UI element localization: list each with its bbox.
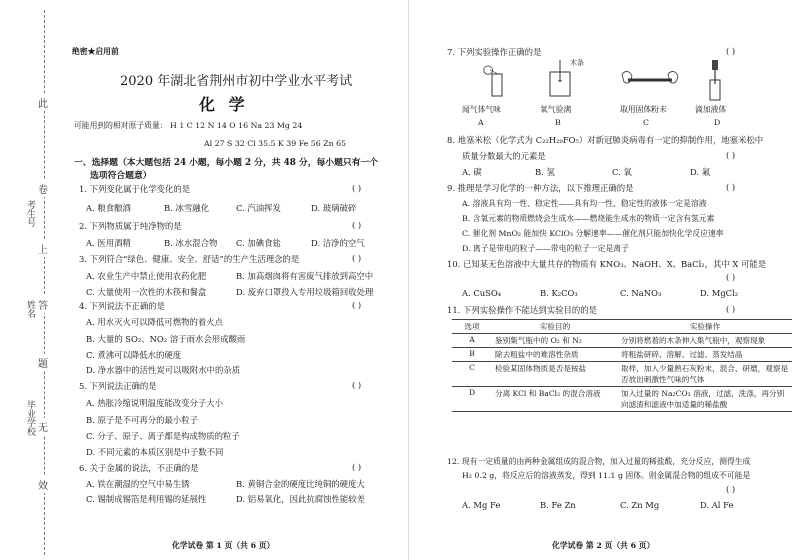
- option: C. 大量使用一次性的木筷和餐盒: [86, 287, 207, 297]
- image-caption: 滴加液体: [695, 105, 727, 114]
- smell-gas-icon: [470, 60, 520, 100]
- table-header: 实验操作: [618, 320, 792, 334]
- question-stem: 11. 下列实验操作不能达到实验目的的是: [447, 305, 597, 315]
- table-cell: 检验某固体物质是否是铵盐: [492, 362, 618, 387]
- option: D. 铝易氧化，因此抗腐蚀性能较差: [236, 494, 365, 504]
- option: A. 溶液具有均一性、稳定性——具有均一性、稳定性的液体一定是溶液: [462, 199, 707, 208]
- question-stem: 7. 下列实验操作正确的是: [447, 47, 542, 57]
- option: C. 分子、原子、离子都是构成物质的粒子: [86, 431, 240, 441]
- question-stem: 9. 推理是学习化学的一种方法，以下推理正确的是: [447, 183, 634, 193]
- seal-char: 答: [38, 296, 48, 313]
- table-cell: C: [452, 362, 492, 387]
- option: D. MgCl₂: [700, 288, 739, 298]
- question-stem: 4. 下列说法不正确的是: [79, 301, 166, 311]
- table-row: [452, 334, 792, 348]
- option: D. 废弃口罩投入专用垃圾箱回收处理: [236, 287, 374, 297]
- table-header: 选项: [452, 320, 492, 334]
- name-field: 姓名: [25, 300, 35, 318]
- exam-title: 2020 年湖北省荆州市初中学业水平考试: [120, 74, 353, 89]
- table-row: [452, 348, 792, 362]
- option: B. Fe Zn: [540, 500, 576, 510]
- option: A. 热胀冷缩说明温度能改变分子大小: [86, 398, 223, 408]
- table-cell: A: [452, 334, 492, 348]
- option: D. 氟: [690, 167, 711, 177]
- question-stem: 2. 下列物质属于纯净物的是: [79, 221, 182, 231]
- option: C. 锡制成锡箔是利用锡的延展性: [86, 494, 207, 504]
- page-footer: 化学试卷 第 1 页（共 6 页）: [172, 541, 275, 550]
- table-cell: 鉴别集气瓶中的 O₂ 和 N₂: [492, 334, 618, 348]
- answer-bracket: ( ): [352, 253, 362, 263]
- answer-bracket: ( ): [726, 150, 736, 160]
- option: D. 洁净的空气: [311, 238, 365, 248]
- question-stem: 6. 关于金属的说法，不正确的是: [79, 463, 199, 473]
- option: A. 铁在潮湿的空气中易生锈: [86, 479, 190, 489]
- question-stem-cont: H₂ 0.2 g，将反应后的溶液蒸发，得到 11.1 g 固体。则金属混合物的组成不可能是: [462, 471, 751, 480]
- experiment-table: [452, 319, 792, 412]
- option: A. CuSO₄: [462, 288, 502, 298]
- seal-char: 此: [38, 94, 48, 111]
- section-heading: 一、选择题（本大题包括 24 小题，每小题 2 分，共 48 分，每小题只有一个: [74, 158, 379, 168]
- table-cell: 除去粗盐中的难溶性杂质: [492, 348, 618, 362]
- splint-tag: 木条: [570, 59, 584, 67]
- page-divider: [408, 0, 409, 560]
- image-caption: 取用固体粉末: [620, 105, 667, 114]
- powder-tube-icon: [620, 62, 680, 98]
- table-header: 实验目的: [492, 320, 618, 334]
- answer-bracket: ( ): [726, 272, 736, 282]
- answer-bracket: ( ): [726, 46, 736, 56]
- question-stem: 8. 地塞米松（化学式为 C₂₂H₂₉FO₅）对新冠肺炎病毒有一定的抑制作用，地塞米松中: [447, 135, 764, 145]
- answer-bracket: ( ): [352, 380, 362, 390]
- option: B. 冰水混合物: [164, 238, 218, 248]
- option: C. 加碘食盐: [236, 238, 281, 248]
- dropper-icon: [700, 56, 730, 102]
- answer-bracket: ( ): [352, 462, 362, 472]
- table-cell: 分别将燃着的木条伸入集气瓶中，观察现象: [618, 334, 792, 348]
- image-letter: B: [555, 118, 561, 127]
- option: D. 离子是带电的粒子——带电的粒子一定是离子: [462, 244, 629, 253]
- question-stem: 3. 下列符合“绿色、健康、安全、舒适”的生产生活理念的是: [79, 254, 300, 264]
- answer-bracket: ( ): [726, 484, 736, 494]
- option: B. 大量的 SO₂、NO₂ 溶于雨水会形成酸雨: [86, 334, 246, 344]
- atomic-mass-line: 可能用到的相对原子质量： H 1 C 12 N 14 O 16 Na 23 Mg 24: [74, 121, 303, 130]
- table-cell: 将粗盐研碎、溶解、过滤、蒸发结晶: [618, 348, 792, 362]
- option: A. 农业生产中禁止使用农药化肥: [86, 271, 207, 281]
- answer-bracket: ( ): [352, 183, 362, 193]
- question-stem-cont: 质量分数最大的元素是: [462, 151, 546, 161]
- question-stem: 1. 下列变化属于化学变化的是: [79, 184, 191, 194]
- option: A. Mg Fe: [462, 500, 501, 510]
- option: C. Zn Mg: [620, 500, 660, 510]
- option: C. 煮沸可以降低水的硬度: [86, 350, 182, 360]
- option: C. 氧: [612, 167, 632, 177]
- image-letter: D: [714, 118, 721, 127]
- image-caption: 闻气体气味: [462, 105, 501, 114]
- option: C. 汽油挥发: [236, 203, 281, 213]
- option: B. 氢: [535, 167, 555, 177]
- seal-char: 题: [38, 354, 48, 371]
- atomic-mass-line: Al 27 S 32 Cl 35.5 K 39 Fe 56 Zn 65: [204, 139, 347, 148]
- option: D. 净水器中的活性炭可以吸附水中的杂质: [86, 365, 241, 375]
- school-field: 毕业学校: [25, 400, 35, 436]
- question-stem: 5. 下列说法正确的是: [79, 381, 157, 391]
- question-stem: 12. 现有一定质量的由两种金属组成的混合物，加入过量的稀盐酸，充分反应，测得生成: [447, 457, 751, 466]
- option: D. 不同元素的本质区别是中子数不同: [86, 447, 224, 457]
- option: C. 催化剂 MnO₂ 能加快 KClO₃ 分解速率——催化剂只能加快化学反应速率: [462, 229, 724, 238]
- option: A. 粮食酿酒: [86, 203, 131, 213]
- secret-label: 绝密★启用前: [72, 47, 119, 56]
- page-footer: 化学试卷 第 2 页（共 6 页）: [552, 541, 655, 550]
- seal-char: 上: [38, 240, 48, 257]
- table-cell: D: [452, 387, 492, 412]
- table-cell: B: [452, 348, 492, 362]
- seal-char: 卷: [38, 180, 48, 197]
- table-row: [452, 387, 792, 412]
- option: B. 加高烟囱将有害废气排放到高空中: [236, 271, 374, 281]
- question-stem: 10. 已知某无色溶液中大量共存的物质有 KNO₃、NaOH、X、BaCl₂，其中 X 可能是: [447, 259, 767, 269]
- section-heading: 选项符合题意）: [90, 171, 152, 181]
- image-letter: A: [478, 118, 484, 127]
- option: A. 医用酒精: [86, 238, 131, 248]
- table-header-row: [452, 320, 792, 334]
- table-cell: 加入过量的 Na₂CO₃ 溶液，过滤，洗涤，再分别向滤渣和滤液中加适量的稀盐酸: [618, 387, 792, 412]
- seal-dashed-line: [44, 10, 45, 555]
- option: A. 碳: [462, 167, 482, 177]
- option: B. 黄铜合金的硬度比纯铜的硬度大: [236, 479, 365, 489]
- option: D. Al Fe: [700, 500, 734, 510]
- image-caption: 氧气验满: [540, 105, 572, 114]
- subject-title: 化 学: [199, 95, 249, 114]
- answer-bracket: ( ): [726, 182, 736, 192]
- exam-number-field: 考生号: [25, 200, 35, 227]
- answer-bracket: ( ): [726, 304, 736, 314]
- answer-bracket: ( ): [352, 300, 362, 310]
- option: B. K₂CO₃: [540, 288, 578, 298]
- table-cell: 取样，加入少量熟石灰粉末，混合、研磨，观察是否放出刺激性气味的气体: [618, 362, 792, 387]
- seal-char: 效: [38, 476, 48, 493]
- seal-char: 无: [38, 418, 48, 435]
- option: B. 含氧元素的物质燃烧会生成水——燃烧能生成水的物质一定含有氢元素: [462, 214, 715, 223]
- option: D. 玻璃破碎: [311, 203, 357, 213]
- image-letter: C: [643, 118, 649, 127]
- option: A. 用水灭火可以降低可燃物的着火点: [86, 317, 223, 327]
- table-cell: 分离 KCl 和 BaCl₂ 的混合溶液: [492, 387, 618, 412]
- option: B. 冰雪融化: [164, 203, 209, 213]
- table-row: [452, 362, 792, 387]
- binding-margin: [0, 0, 50, 560]
- answer-bracket: ( ): [352, 220, 362, 230]
- option: C. NaNO₃: [620, 288, 662, 298]
- option: B. 原子是不可再分的最小粒子: [86, 415, 198, 425]
